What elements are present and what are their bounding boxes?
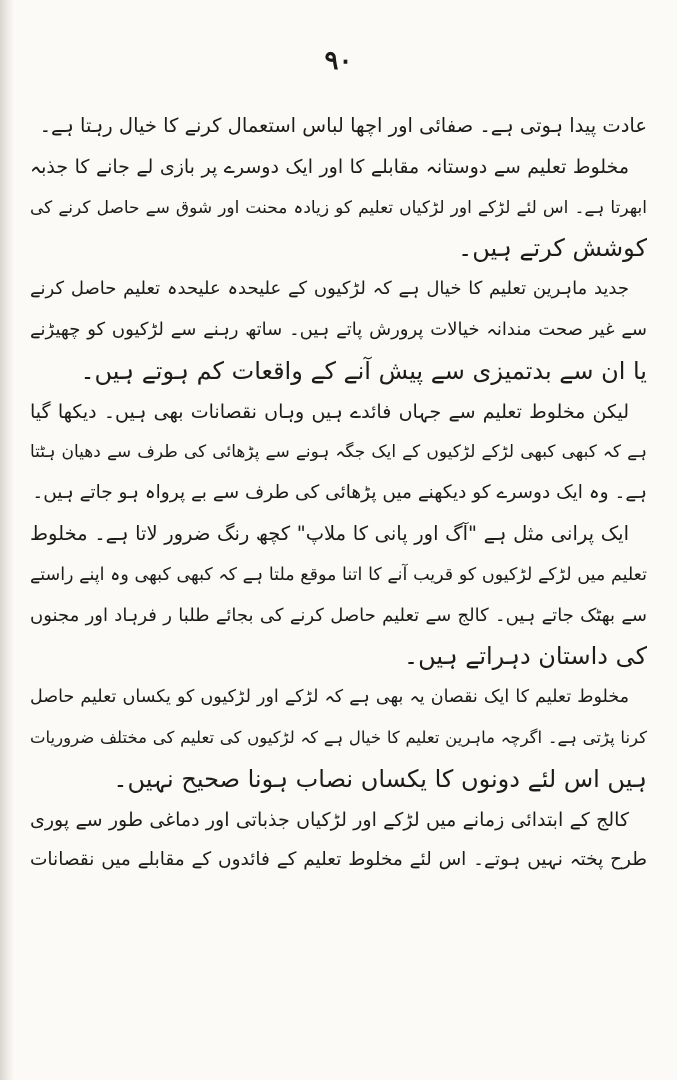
- text-line: کی داستان دہراتے ہیں۔: [404, 642, 647, 671]
- text-line: سے غیر صحت مندانہ خیالات پرورش پاتے ہیں۔ ساتھ رہنے سے لڑکیوں کو چھیڑنے: [30, 318, 647, 340]
- text-line: تعلیم میں لڑکے لڑکیوں کو قریب آنے کا اتنا موقع ملتا ہے کہ کبھی کبھی وہ اپنے راستے: [30, 564, 647, 585]
- text-line: کوشش کرتے ہیں۔: [458, 234, 647, 263]
- page-binding-shadow: [0, 0, 14, 1080]
- text-line: کرنا پڑتی ہے۔ اگرچہ ماہرین تعلیم کا خیال ہے کہ لڑکیوں کی تعلیم کی مختلف ضروریات: [30, 727, 647, 747]
- text-line: ہے کہ کبھی کبھی لڑکے لڑکیوں کے ایک جگہ ہونے سے پڑھائی کی طرف سے دھیان ہٹتا: [30, 442, 647, 463]
- page-number: ۹۰: [324, 46, 353, 76]
- text-line: لیکن مخلوط تعلیم سے جہاں فائدے ہیں وہاں نقصانات بھی ہیں۔ دیکھا گیا: [30, 400, 629, 423]
- text-line: کالج کے ابتدائی زمانے میں لڑکے اور لڑکیاں جذباتی اور دماغی طور سے پوری: [30, 808, 629, 831]
- text-line: مخلوط تعلیم کا ایک نقصان یہ بھی ہے کہ لڑکے اور لڑکیوں کو یکساں تعلیم حاصل: [30, 687, 629, 708]
- text-line: ابھرتا ہے۔ اس لئے لڑکے اور لڑکیاں تعلیم کو زیادہ محنت اور شوق سے حاصل کرنے کی: [30, 197, 647, 218]
- text-line: جدید ماہرین تعلیم کا خیال ہے کہ لڑکیوں کے علیحدہ علیحدہ تعلیم حاصل کرنے: [30, 278, 629, 300]
- text-line: طرح پختہ نہیں ہوتے۔ اس لئے مخلوط تعلیم کے فائدوں کے مقابلے میں نقصانات: [30, 849, 647, 871]
- text-line: عادت پیدا ہوتی ہے۔ صفائی اور اچھا لباس استعمال کرنے کا خیال رہتا ہے۔: [39, 114, 647, 137]
- text-line: ایک پرانی مثل ہے "آگ اور پانی کا ملاپ" کچھ رنگ ضرور لاتا ہے۔ مخلوط: [30, 521, 629, 545]
- text-line: ہیں اس لئے دونوں کا یکساں نصاب ہونا صحیح نہیں۔: [113, 764, 647, 793]
- text-line: سے بھٹک جاتے ہیں۔ کالج سے تعلیم حاصل کرنے کی بجائے طلبا ر فرہاد اور مجنوں: [30, 604, 647, 626]
- body-text: [30, 106, 647, 881]
- text-line: یا ان سے بدتمیزی سے پیش آنے کے واقعات کم ہوتے ہیں۔: [80, 356, 647, 385]
- text-line: ہے۔ وہ ایک دوسرے کو دیکھنے میں پڑھائی کی طرف سے بے پرواہ ہو جاتے ہیں۔: [32, 482, 647, 504]
- text-line: مخلوط تعلیم سے دوستانہ مقابلے کا اور ایک دوسرے پر بازی لے جانے کا جذبہ: [30, 155, 629, 178]
